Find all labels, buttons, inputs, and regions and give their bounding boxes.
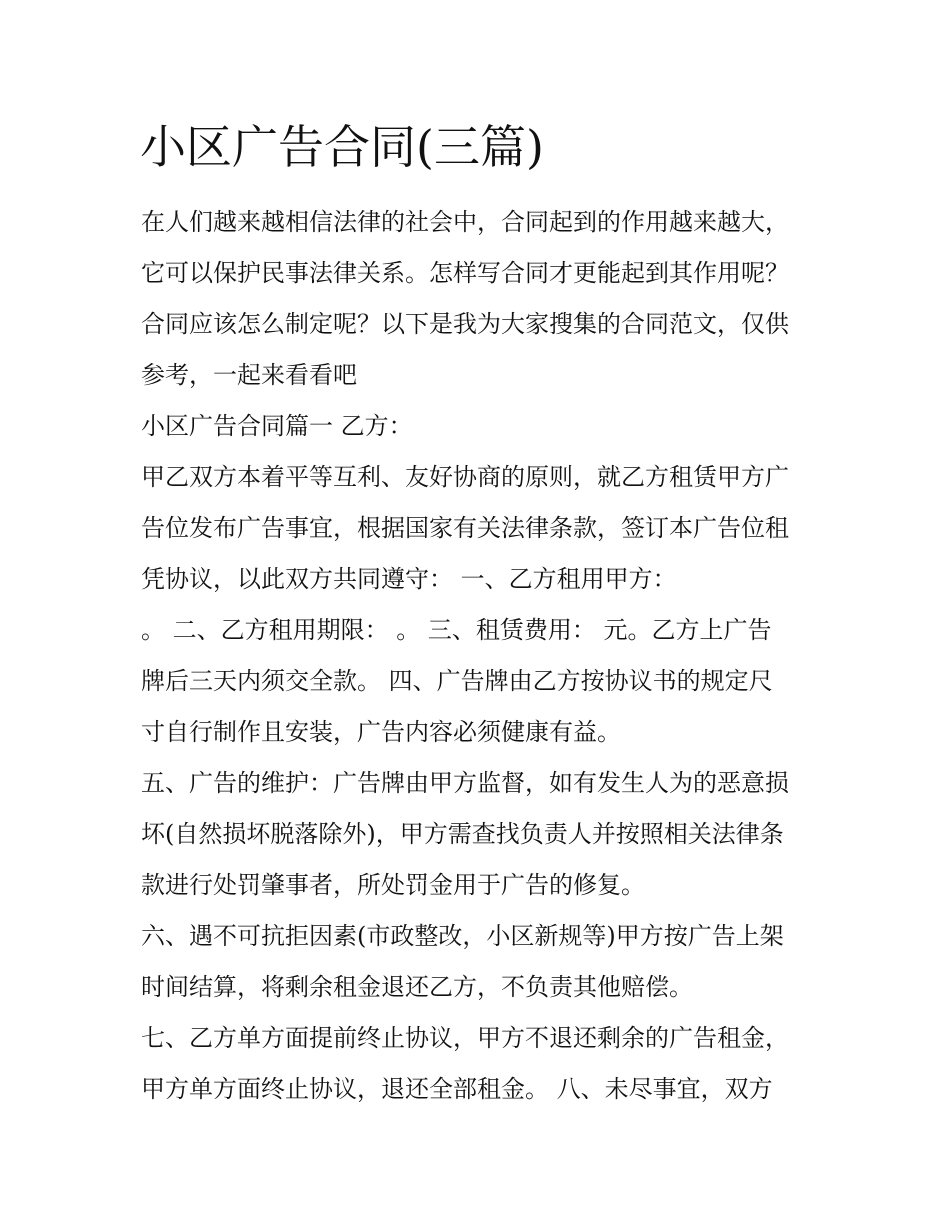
- clause-6-line-1: 六、遇不可抗拒因素(市政整改，小区新规等)甲方按广告上架: [141, 922, 784, 950]
- clause-5-line-3: 款进行处罚肇事者，所处罚金用于广告的修复。: [141, 871, 645, 899]
- intro-line-2: 它可以保护民事法律关系。怎样写合同才更能起到其作用呢？: [141, 259, 789, 287]
- body-line-4: 。 二、乙方租用期限： 。 三、租赁费用： 元。乙方上广告: [141, 616, 772, 644]
- body-line-1: 甲乙双方本着平等互利、友好协商的原则，就乙方租赁甲方广: [141, 463, 789, 491]
- clause-5-line-2: 坏(自然损坏脱落除外)，甲方需查找负责人并按照相关法律条: [141, 820, 784, 848]
- body-line-5: 牌后三天内须交全款。 四、广告牌由乙方按协议书的规定尺: [141, 667, 773, 695]
- document-title: 小区广告合同(三篇): [140, 120, 544, 174]
- body-line-6: 寸自行制作且安装，广告内容必须健康有益。: [141, 718, 621, 746]
- intro-line-3: 合同应该怎么制定呢？以下是我为大家搜集的合同范文，仅供: [141, 310, 789, 338]
- section-heading: 小区广告合同篇一 乙方：: [141, 412, 413, 440]
- clause-7-line-1: 七、乙方单方面提前终止协议，甲方不退还剩余的广告租金，: [141, 1024, 789, 1052]
- clause-7-line-2: 甲方单方面终止协议，退还全部租金。 八、未尽事宜，双方: [141, 1075, 773, 1103]
- body-line-2: 告位发布广告事宜，根据国家有关法律条款，签订本广告位租: [141, 514, 789, 542]
- intro-line-4: 参考，一起来看看吧: [141, 361, 357, 389]
- clause-5-line-1: 五、广告的维护：广告牌由甲方监督，如有发生人为的恶意损: [141, 769, 789, 797]
- clause-6-line-2: 时间结算，将剩余租金退还乙方，不负责其他赔偿。: [141, 973, 693, 1001]
- body-line-3: 凭协议，以此双方共同遵守： 一、乙方租用甲方：: [141, 565, 677, 593]
- intro-line-1: 在人们越来越相信法律的社会中，合同起到的作用越来越大，: [141, 208, 789, 236]
